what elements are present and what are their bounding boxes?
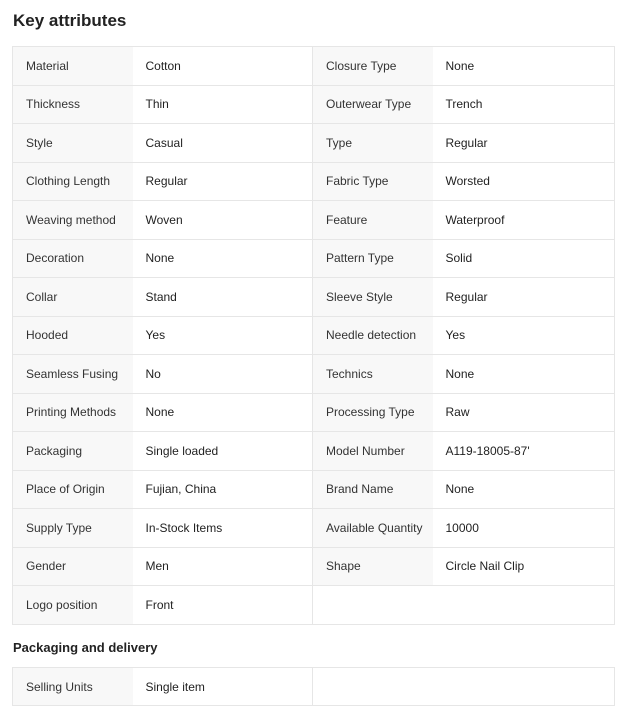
attribute-label-gender: Gender [13,547,133,586]
attribute-label-weaving-method: Weaving method [13,201,133,240]
attribute-label-available-quantity: Available Quantity [313,509,433,548]
packaging-delivery-title: Packaging and delivery [13,640,158,655]
attribute-value-available-quantity: 10000 [433,509,615,548]
attribute-label-style: Style [13,124,133,163]
attribute-value-logo-position: Front [133,586,313,625]
attribute-label-model-number: Model Number [313,432,433,471]
key-attributes-body [13,47,615,625]
attribute-value-selling-units: Single item [133,668,313,706]
attribute-value-gender: Men [133,547,313,586]
attribute-label-clothing-length: Clothing Length [13,162,133,201]
attribute-label-pattern-type: Pattern Type [313,239,433,278]
attribute-value-brand-name: None [433,470,615,509]
attribute-value-style: Casual [133,124,313,163]
attribute-label-supply-type: Supply Type [13,509,133,548]
attribute-value-weaving-method: Woven [133,201,313,240]
attribute-value-shape: Circle Nail Clip [433,547,615,586]
attribute-row [13,470,615,509]
attribute-label-feature: Feature [313,201,433,240]
attribute-row [13,432,615,471]
attribute-label-decoration: Decoration [13,239,133,278]
attribute-value-sleeve-style: Regular [433,278,615,317]
packaging-delivery-table [12,667,615,706]
empty-cell [433,586,615,625]
attribute-label-logo-position: Logo position [13,586,133,625]
attribute-value-collar: Stand [133,278,313,317]
attribute-value-outerwear-type: Trench [433,85,615,124]
empty-cell [433,668,615,706]
attribute-label-technics: Technics [313,355,433,394]
attribute-value-closure-type: None [433,47,615,86]
attribute-row [13,239,615,278]
attribute-row [13,124,615,163]
attribute-value-hooded: Yes [133,316,313,355]
attribute-label-material: Material [13,47,133,86]
attribute-value-place-of-origin: Fujian, China [133,470,313,509]
attribute-label-processing-type: Processing Type [313,393,433,432]
attribute-row [13,586,615,625]
attribute-label-packaging: Packaging [13,432,133,471]
attribute-value-type: Regular [433,124,615,163]
attribute-label-outerwear-type: Outerwear Type [313,85,433,124]
attribute-label-collar: Collar [13,278,133,317]
attribute-label-thickness: Thickness [13,85,133,124]
attribute-label-place-of-origin: Place of Origin [13,470,133,509]
attribute-row [13,85,615,124]
attribute-label-shape: Shape [313,547,433,586]
attribute-value-clothing-length: Regular [133,162,313,201]
attribute-row [13,162,615,201]
attribute-row [13,547,615,586]
key-attributes-title: Key attributes [13,11,127,30]
attribute-value-printing-methods: None [133,393,313,432]
attribute-value-packaging: Single loaded [133,432,313,471]
attribute-value-processing-type: Raw [433,393,615,432]
attribute-label-fabric-type: Fabric Type [313,162,433,201]
attribute-value-fabric-type: Worsted [433,162,615,201]
attribute-row [13,47,615,86]
packaging-delivery-body [13,668,615,706]
attribute-row [13,316,615,355]
attribute-label-selling-units: Selling Units [13,668,133,706]
attribute-row [13,278,615,317]
attribute-row [13,355,615,394]
attribute-value-model-number: A119-18005-87' [433,432,615,471]
attribute-value-seamless-fusing: No [133,355,313,394]
key-attributes-table [12,46,615,625]
attribute-label-needle-detection: Needle detection [313,316,433,355]
attribute-value-technics: None [433,355,615,394]
attribute-label-type: Type [313,124,433,163]
empty-cell [313,668,433,706]
attribute-value-needle-detection: Yes [433,316,615,355]
attribute-row [13,201,615,240]
attribute-value-thickness: Thin [133,85,313,124]
attribute-row [13,668,615,706]
attribute-row [13,509,615,548]
attribute-label-sleeve-style: Sleeve Style [313,278,433,317]
attribute-value-supply-type: In-Stock Items [133,509,313,548]
attribute-label-brand-name: Brand Name [313,470,433,509]
attribute-label-closure-type: Closure Type [313,47,433,86]
attribute-value-pattern-type: Solid [433,239,615,278]
attribute-label-seamless-fusing: Seamless Fusing [13,355,133,394]
empty-cell [313,586,433,625]
attribute-value-decoration: None [133,239,313,278]
attribute-label-printing-methods: Printing Methods [13,393,133,432]
attribute-label-hooded: Hooded [13,316,133,355]
attribute-row [13,393,615,432]
attribute-value-material: Cotton [133,47,313,86]
attribute-value-feature: Waterproof [433,201,615,240]
